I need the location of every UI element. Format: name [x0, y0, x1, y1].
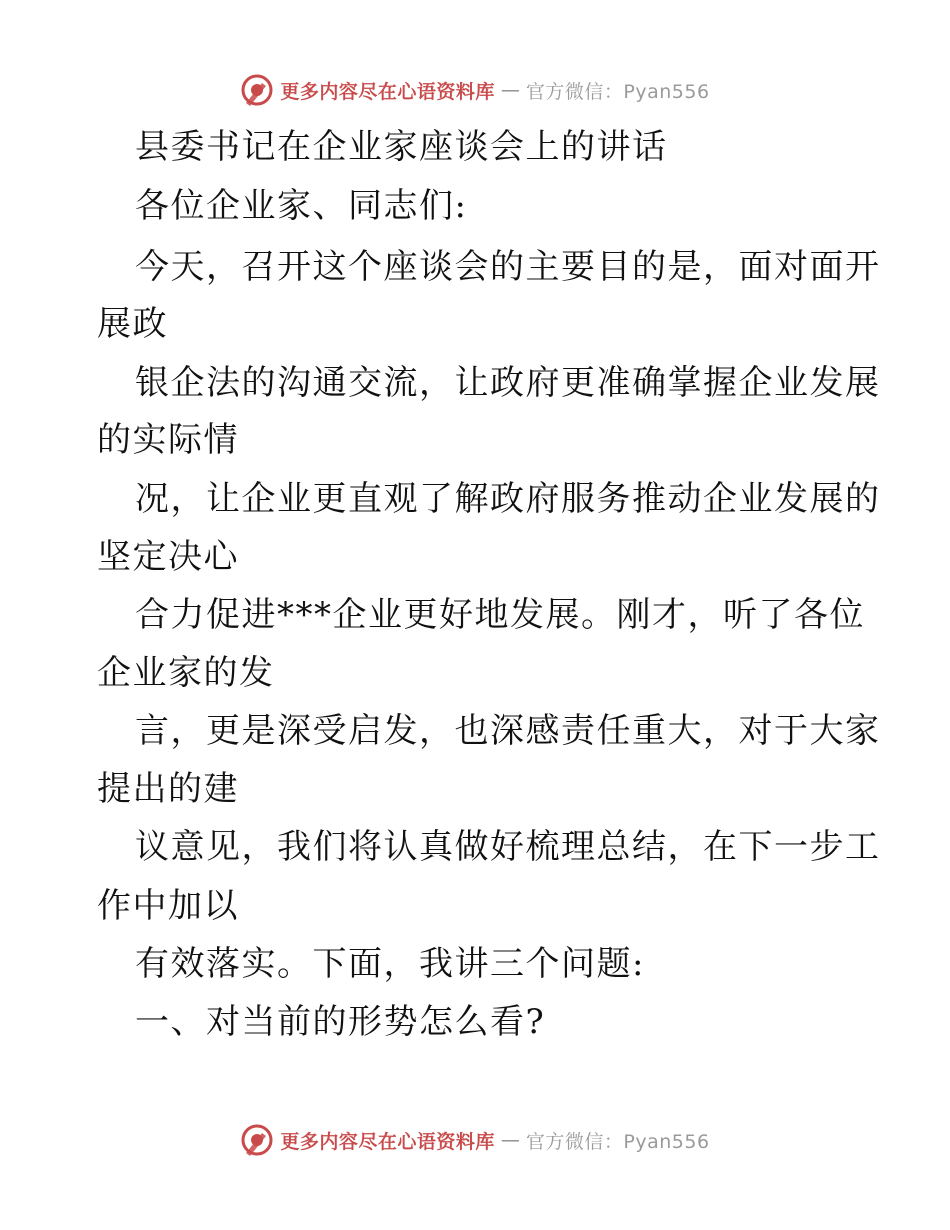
- paragraph-line: 银企法的沟通交流，让政府更准确掌握企业发展: [135, 363, 881, 403]
- watermark-contact: 官方微信：Pyan556: [525, 1130, 710, 1153]
- watermark-separator: —: [500, 1129, 520, 1151]
- watermark-separator: —: [500, 79, 520, 101]
- footer-watermark: [0, 1118, 950, 1162]
- watermark-text: 更多内容尽在心语资料库: [280, 80, 495, 103]
- paragraph-line: 合力促进***企业更好地发展。刚才，听了各位: [135, 595, 865, 635]
- document-title: 县委书记在企业家座谈会上的讲话: [135, 127, 668, 167]
- header-watermark: [0, 68, 950, 112]
- paragraph-line: 况，让企业更直观了解政府服务推动企业发展的: [135, 479, 881, 519]
- paragraph-line: 坚定决心: [97, 537, 239, 577]
- pen-logo-icon: [240, 1123, 274, 1157]
- paragraph-line: 提出的建: [97, 769, 239, 809]
- paragraph-line: 议意见，我们将认真做好梳理总结，在下一步工: [135, 827, 881, 867]
- paragraph-line: 作中加以: [97, 886, 239, 926]
- section-heading: 一、对当前的形势怎么看?: [135, 1002, 546, 1042]
- paragraph-line: 企业家的发: [97, 653, 275, 693]
- salutation: 各位企业家、同志们:: [135, 186, 468, 226]
- paragraph-line: 言，更是深受启发，也深感责任重大，对于大家: [135, 711, 881, 751]
- paragraph-line: 的实际情: [97, 420, 239, 460]
- paragraph-line: 有效落实。下面，我讲三个问题:: [135, 944, 645, 984]
- paragraph-line: 展政: [97, 304, 168, 344]
- paragraph-line: 今天，召开这个座谈会的主要目的是，面对面开: [135, 247, 881, 287]
- watermark-text: 更多内容尽在心语资料库: [280, 1130, 495, 1153]
- pen-logo-icon: [240, 73, 274, 107]
- watermark-contact: 官方微信：Pyan556: [525, 80, 710, 103]
